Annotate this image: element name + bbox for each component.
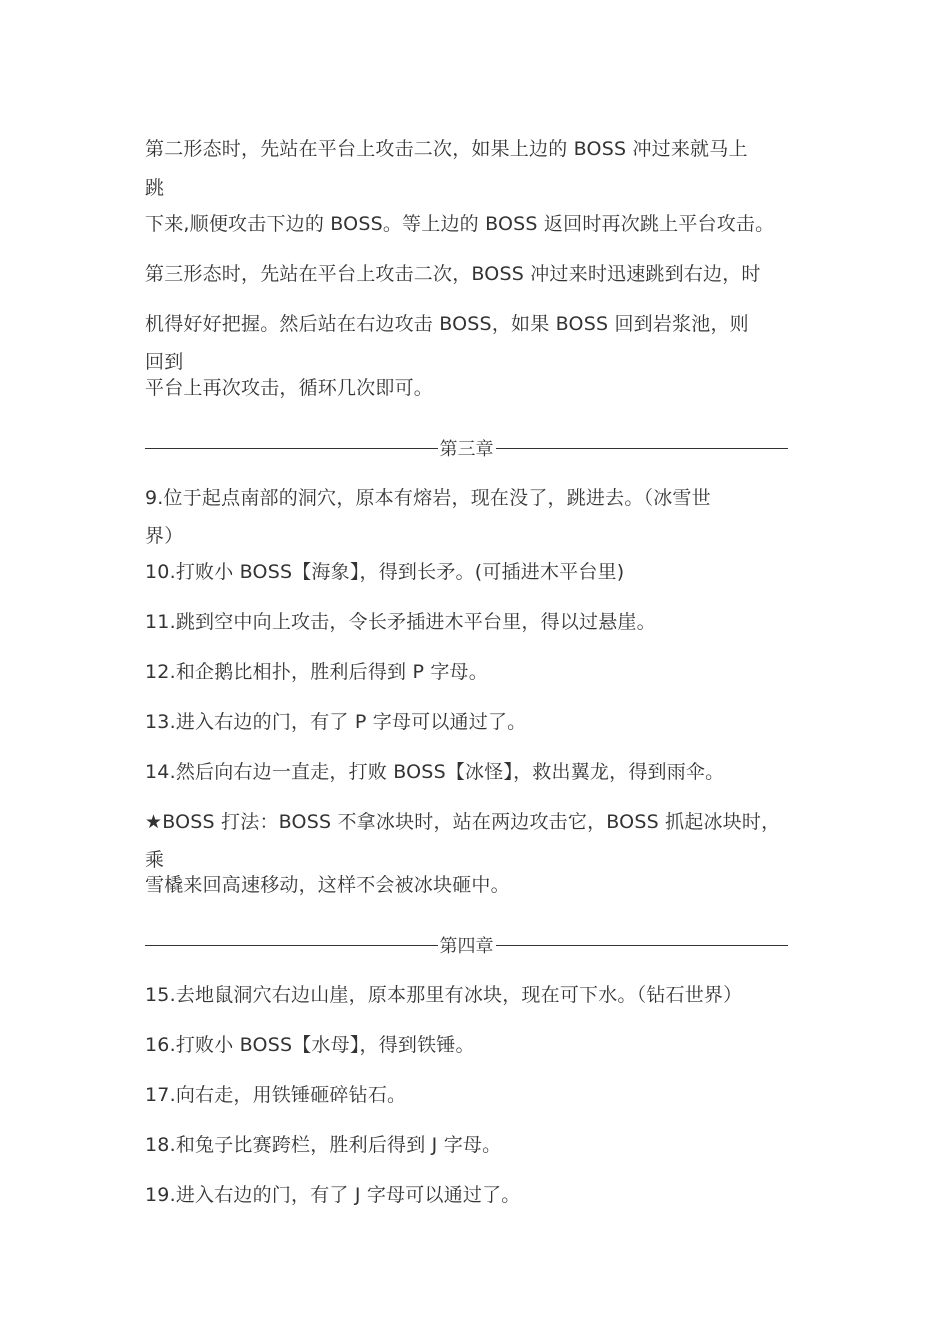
list-item: 19.进入右边的门，有了 J 字母可以通过了。: [145, 1184, 521, 1206]
paragraph-line: 下来,顺便攻击下边的 BOSS。等上边的 BOSS 返回时再次跳上平台攻击。: [145, 213, 775, 235]
divider-rule-left: [145, 945, 438, 946]
list-item-continuation: 界）: [145, 525, 184, 547]
chapter-heading: 第四章: [439, 936, 494, 957]
chapter-heading: 第三章: [439, 439, 494, 460]
chapter-divider: [145, 933, 788, 957]
list-item: 9.位于起点南部的洞穴，原本有熔岩，现在没了，跳进去。（冰雪世: [145, 487, 711, 509]
list-item: 11.跳到空中向上攻击，令长矛插进木平台里，得以过悬崖。: [145, 611, 656, 633]
list-item: 16.打败小 BOSS【水母】，得到铁锤。: [145, 1034, 475, 1056]
paragraph-line: 第二形态时，先站在平台上攻击二次，如果上边的 BOSS 冲过来就马上: [145, 138, 748, 160]
list-item: 13.进入右边的门，有了 P 字母可以通过了。: [145, 711, 527, 733]
paragraph-line: 平台上再次攻击，循环几次即可。: [145, 377, 434, 399]
divider-rule-left: [145, 448, 438, 449]
paragraph-line: 机得好好把握。然后站在右边攻击 BOSS，如果 BOSS 回到岩浆池，则: [145, 313, 749, 335]
list-item: 14.然后向右边一直走，打败 BOSS【冰怪】，救出翼龙，得到雨伞。: [145, 761, 725, 783]
boss-tip-line: ★BOSS 打法：BOSS 不拿冰块时，站在两边攻击它，BOSS 抓起冰块时，: [145, 811, 781, 833]
list-item: 10.打败小 BOSS【海象】，得到长矛。(可插进木平台里): [145, 561, 625, 583]
list-item: 15.去地鼠洞穴右边山崖，原本那里有冰块，现在可下水。（钻石世界）: [145, 984, 743, 1006]
paragraph-line: 第三形态时，先站在平台上攻击二次，BOSS 冲过来时迅速跳到右边，时: [145, 263, 761, 285]
boss-tip-line: 乘: [145, 849, 165, 871]
list-item: 17.向右走，用铁锤砸碎钻石。: [145, 1084, 407, 1106]
boss-tip-line: 雪橇来回高速移动，这样不会被冰块砸中。: [145, 874, 510, 896]
paragraph-line: 回到: [145, 351, 184, 373]
paragraph-line: 跳: [145, 177, 165, 199]
divider-rule-right: [496, 448, 789, 449]
list-item: 18.和兔子比赛跨栏，胜利后得到 J 字母。: [145, 1134, 502, 1156]
list-item: 12.和企鹅比相扑，胜利后得到 P 字母。: [145, 661, 488, 683]
divider-rule-right: [496, 945, 789, 946]
chapter-divider: [145, 436, 788, 460]
